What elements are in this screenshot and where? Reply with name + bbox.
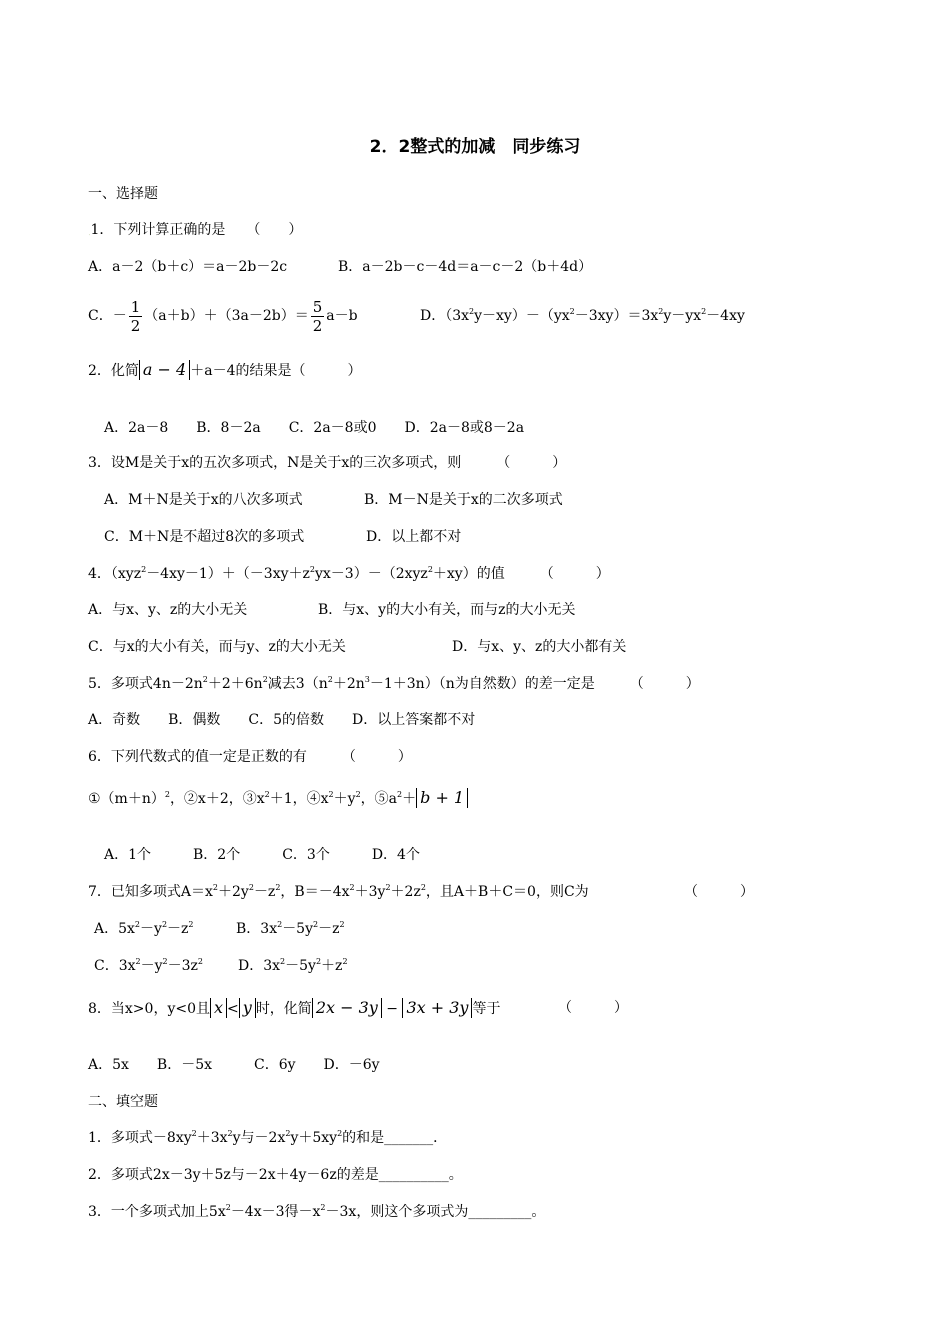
question-6-stem: 6．下列代数式的值一定是正数的有 （ ） xyxy=(88,749,412,765)
question-8-answer-blank: （ ） xyxy=(558,1000,628,1016)
question-1-option-d: D．$(3x^2y-xy)-(yx^2-3xy)=3x^2y-yx^2-4xy$ xyxy=(420,307,745,324)
question-7-stem: 7．已知多项式$A=x^2+2y^2-z^2$，$B=-4x^2+3y^2+2z^2$，且A＋B＋C＝0，则C为 xyxy=(88,883,589,900)
section-heading-choice: 一、选择题 xyxy=(88,186,158,202)
absolute-value: 2x − 3y xyxy=(312,998,382,1018)
fraction-one-half: $\frac{1}{2}$ xyxy=(130,297,141,335)
question-7-option-c: C．$3x^2-y^2-3z^2$ xyxy=(94,957,204,974)
question-1-option-c: C．－ $\frac{1}{2}$ （a＋b）＋（3a－2b）＝ $\frac{5}{2}$ a－b xyxy=(88,297,358,335)
question-7-option-d: D．$3x^2-5y^2+z^2$ xyxy=(238,957,348,974)
absolute-value: x xyxy=(210,998,227,1018)
question-3-option-a: A．M＋N是关于x的八次多项式 xyxy=(104,492,303,508)
fill-question-2: 2．多项式2x－3y＋5z与－2x＋4y－6z的差是__________。 xyxy=(88,1167,463,1183)
question-6-expressions: $①(m+n)^2$，②x＋2，$③x^2+1$，$④x^2+y^2$，$⑤a^2+ b + 1$ xyxy=(88,788,468,809)
question-2-options: A．2a－8 B．8－2a C．2a－8或0 D．2a－8或8－2a xyxy=(104,420,525,436)
absolute-value: y xyxy=(239,998,256,1018)
question-8-stem: 8．当x>0，y<0且 x < y 时，化简 2x − 3y − 3x + 3y 等于 xyxy=(88,998,501,1017)
absolute-value: b + 1 xyxy=(416,788,468,808)
question-3-option-d: D．以上都不对 xyxy=(366,529,462,545)
fill-question-3: 3．一个多项式加上$5x^2-4x-3$得$-x^2-3x$，则这个多项式为_________。 xyxy=(88,1203,546,1220)
question-6-options: A．1个 B．2个 C．3个 D．4个 xyxy=(104,847,420,863)
question-5-options: A．奇数 B．偶数 C．5的倍数 D．以上答案都不对 xyxy=(88,712,476,728)
question-8-options: A．5x B．－5x C．6y D．－6y xyxy=(88,1057,380,1073)
question-4-option-c: C．与x的大小有关，而与y、z的大小无关 xyxy=(88,639,346,655)
question-1-option-a: A．a－2（b＋c）＝a－2b－2c xyxy=(88,259,288,275)
question-4-option-d: D．与x、y、z的大小都有关 xyxy=(452,639,627,655)
question-3-option-c: C．M＋N是不超过8次的多项式 xyxy=(104,529,305,545)
question-2-stem: 2．化简 a − 4 ＋a－4的结果是（ ） xyxy=(88,360,362,379)
question-4-option-a: A．与x、y、z的大小无关 xyxy=(88,602,248,618)
question-3-stem: 3．设M是关于x的五次多项式，N是关于x的三次多项式，则 （ ） xyxy=(88,455,567,471)
absolute-value: 3x + 3y xyxy=(402,998,472,1018)
absolute-value: a − 4 xyxy=(139,360,190,380)
fraction-five-halves: $\frac{5}{2}$ xyxy=(312,297,323,335)
question-4-stem: 4．$(xyz^2-4xy-1)+(-3xy+z^2yx-3)-(2xyz^2+xy)$的值 （ ） xyxy=(88,565,610,582)
question-1-stem: $_˙$1．下列计算正确的是 （ ） xyxy=(88,222,303,240)
question-7-option-b: B．$3x^2-5y^2-z^2$ xyxy=(236,920,345,937)
question-7-answer-blank: （ ） xyxy=(684,884,754,900)
question-7-option-a: A．$5x^2-y^2-z^2$ xyxy=(94,920,194,937)
question-3-option-b: B．M－N是关于x的二次多项式 xyxy=(364,492,563,508)
question-4-option-b: B．与x、y的大小有关，而与z的大小无关 xyxy=(318,602,576,618)
question-5-stem: 5．多项式$4n-2n^2+2+6n^2$减去$3(n^2+2n^3-1+3n)(n$为自然数）的差一定是 （ ） xyxy=(88,675,700,692)
question-1-option-b: B．a－2b－c－4d＝a－c－2（b＋4d） xyxy=(338,259,593,275)
fill-question-1: 1．多项式$-8xy^2+3x^2y$与$-2x^2y+5xy^2$的和是_______． xyxy=(88,1129,448,1146)
page-title: 2．2整式的加减 同步练习 xyxy=(369,137,581,157)
section-heading-fill: 二、填空题 xyxy=(88,1094,158,1110)
